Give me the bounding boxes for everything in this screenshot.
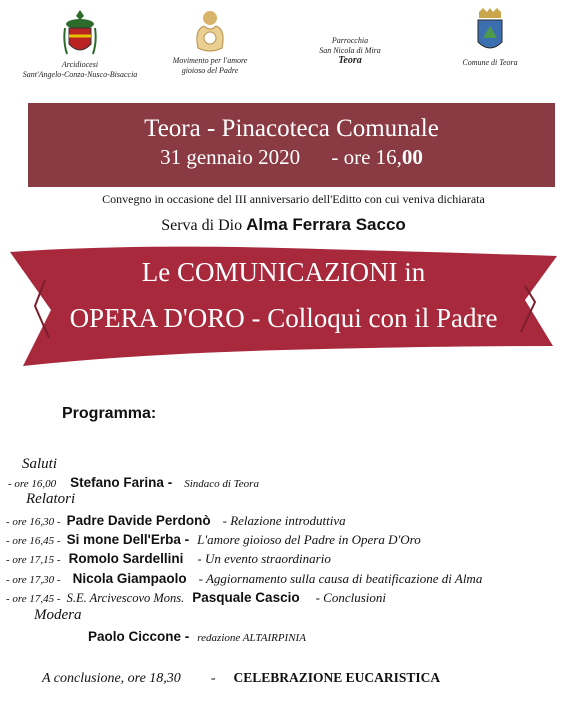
logo-label: Sant'Angelo-Conza-Nusco-Bisaccia [22,70,138,79]
modera-label: Modera [34,607,82,623]
logo-label: Arcidiocesi [61,60,99,69]
event-time-suffix: 00 [401,145,423,169]
coat-of-arms-icon [63,8,97,58]
program-role: - Un evento straordinario [197,551,331,566]
program-time: - ore 17,45 - [6,593,61,605]
program-speaker: Romolo Sardellini [68,551,184,566]
logo-label: Teora [338,55,362,66]
program-role: L'amore gioioso del Padre in Opera D'Oro [197,532,421,547]
program-speaker: Stefano Farina - [70,475,173,490]
municipal-crest-icon [475,8,505,56]
program-role: - Aggiornamento sulla causa di beatificazione di Alma [198,571,483,586]
moderator-role: redazione ALTAIRPINIA [197,632,306,644]
logo-label: San Nicola di Mira [319,46,381,55]
logo-comune [425,8,555,68]
relatori-heading [26,490,567,508]
logo-parrocchia [295,36,405,66]
program-role: - Conclusioni [315,590,387,605]
saluti-label: Saluti [22,456,58,472]
program-row [6,531,567,549]
event-location: Teora - Pinacoteca Comunale [144,115,439,142]
serva-line [0,215,567,235]
convegno-text: Convegno in occasione del III anniversario dell'Editto con cui veniva dichiarata [102,192,485,206]
program-time: - ore 16,30 - [6,516,61,528]
closing-row [42,669,567,687]
program-time: - ore 17,30 - [6,574,61,586]
program-time: - ore 16,45 - [6,535,61,547]
closing-dash: - [210,671,216,686]
program-row [6,570,567,588]
program-time: - ore 16,00 [8,478,57,490]
program-speaker: Si mone Dell'Erba - [66,532,190,547]
ribbon-title-line1: Le COMUNICAZIONI in [141,257,426,287]
program-speaker: Nicola Giampaolo [72,571,187,586]
logo-label: Movimento per l'amore [172,56,248,65]
program-speaker: Pasquale Cascio [192,590,300,605]
program-role: - Relazione introduttiva [222,513,346,528]
program-title: S.E. Arcivescovo Mons. [66,591,185,605]
moderator-name: Paolo Ciccone - [88,629,190,644]
logo-movimento [155,8,265,76]
closing-time: A conclusione, ore 18,30 [42,671,181,686]
movement-emblem-icon [192,8,228,54]
logo-label: Parrocchia [331,36,369,45]
serva-prefix: Serva di Dio [161,217,247,234]
relatori-label: Relatori [26,491,76,507]
program-role: Sindaco di Teora [184,478,259,490]
programma-heading: Programma: [62,405,157,422]
saluti-heading [22,455,567,473]
event-time-prefix: ore 16, [343,145,402,169]
logo-label: Comune di Teora [462,58,518,67]
program-row [6,589,567,607]
program-time: - ore 17,15 - [6,554,61,566]
serva-name: Alma Ferrara Sacco [246,215,406,234]
event-time [344,145,423,169]
moderator-row [88,628,567,646]
program-row [6,512,567,530]
program-row [6,550,567,568]
modera-heading [34,606,567,624]
program-speaker: Padre Davide Perdonò [66,513,211,528]
logo-label: gioioso del Padre [181,66,239,75]
time-dash: - [331,145,339,169]
title-banner [28,103,555,187]
logo-arcidiocesi [5,8,155,80]
event-datetime [28,145,555,170]
closing-event: CELEBRAZIONE EUCARISTICA [233,670,441,685]
ribbon-title-line2: OPERA D'ORO - Colloqui con il Padre [69,303,498,333]
event-date: 31 gennaio 2020 [160,145,301,169]
